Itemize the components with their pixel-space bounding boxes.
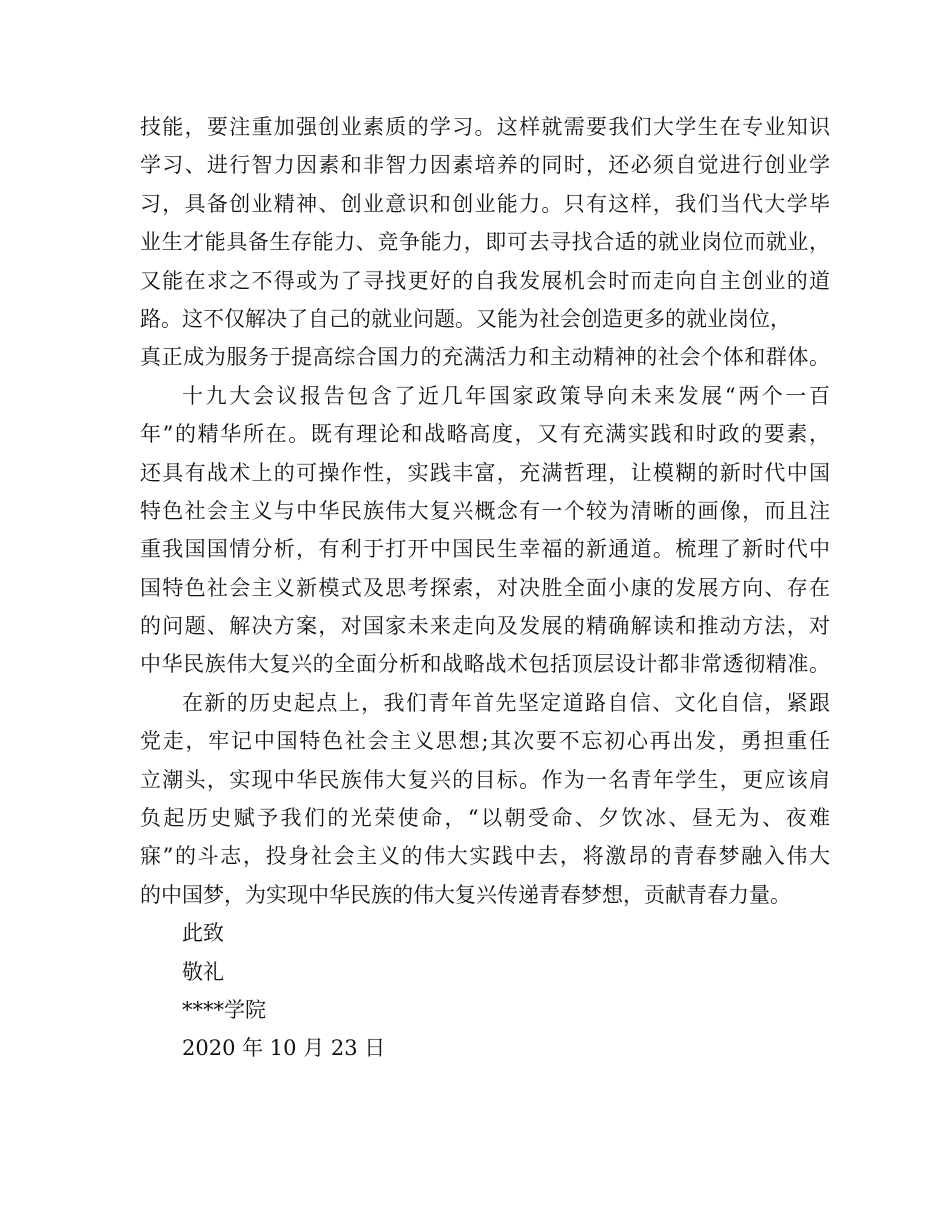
text-line: 路。这不仅解决了自己的就业问题。又能为社会创造更多的就业岗位， <box>140 306 791 331</box>
text-line: 习，具备创业精神、创业意识和创业能力。只有这样，我们当代大学毕 <box>140 191 830 216</box>
text-line: 立潮头，实现中华民族伟大复兴的目标。作为一名青年学生，更应该肩 <box>140 767 830 792</box>
salutation-ci-zhi: 此致 <box>182 921 224 946</box>
text-line: 还具有战术上的可操作性，实践丰富，充满哲理，让模糊的新时代中国 <box>140 460 830 485</box>
text-line: 寐”的斗志，投身社会主义的伟大实践中去，将激昂的青春梦融入伟大 <box>140 844 830 869</box>
signature: ****学院 <box>182 997 266 1022</box>
letter-date: 2020 年 10 月 23 日 <box>182 1036 386 1061</box>
text-line: 国特色社会主义新模式及思考探索，对决胜全面小康的发展方向、存在 <box>140 575 830 600</box>
salutation-jing-li: 敬礼 <box>182 959 224 984</box>
text-line: 又能在求之不得或为了寻找更好的自我发展机会时而走向自主创业的道 <box>140 268 830 293</box>
text-line: 十九大会议报告包含了近几年国家政策导向未来发展“两个一百 <box>182 383 830 408</box>
paragraph-3 <box>140 684 830 914</box>
text-line: 真正成为服务于提高综合国力的充满活力和主动精神的社会个体和群体。 <box>140 345 830 370</box>
text-line: 在新的历史起点上，我们青年首先坚定道路自信、文化自信，紧跟 <box>182 690 830 715</box>
text-line: 技能，要注重加强创业素质的学习。这样就需要我们大学生在专业知识 <box>140 115 830 139</box>
text-line: 的问题、解决方案，对国家未来走向及发展的精确解读和推动方法，对 <box>140 614 830 639</box>
document-body <box>140 108 830 1068</box>
paragraph-1 <box>140 108 830 377</box>
text-line: 年”的精华所在。既有理论和战略高度，又有充满实践和时政的要素， <box>140 422 830 447</box>
letter-closing <box>140 914 830 1068</box>
text-line: 的中国梦，为实现中华民族的伟大复兴传递青春梦想，贡献青春力量。 <box>140 882 791 907</box>
text-line: 重我国国情分析，有利于打开中国民生幸福的新通道。梳理了新时代中 <box>140 537 830 562</box>
text-line: 党走，牢记中国特色社会主义思想;其次要不忘初心再出发，勇担重任 <box>140 729 830 754</box>
text-line: 负起历史赋予我们的光荣使命，“以朝受命、夕饮冰、昼无为、夜难 <box>140 806 830 831</box>
text-line: 学习、进行智力因素和非智力因素培养的同时，还必须自觉进行创业学 <box>140 153 830 178</box>
text-line: 中华民族伟大复兴的全面分析和战略战术包括顶层设计都非常透彻精准。 <box>140 652 830 677</box>
text-line: 业生才能具备生存能力、竞争能力，即可去寻找合适的就业岗位而就业， <box>140 230 830 255</box>
paragraph-2 <box>140 377 830 684</box>
text-line: 特色社会主义与中华民族伟大复兴概念有一个较为清晰的画像，而且注 <box>140 498 830 523</box>
